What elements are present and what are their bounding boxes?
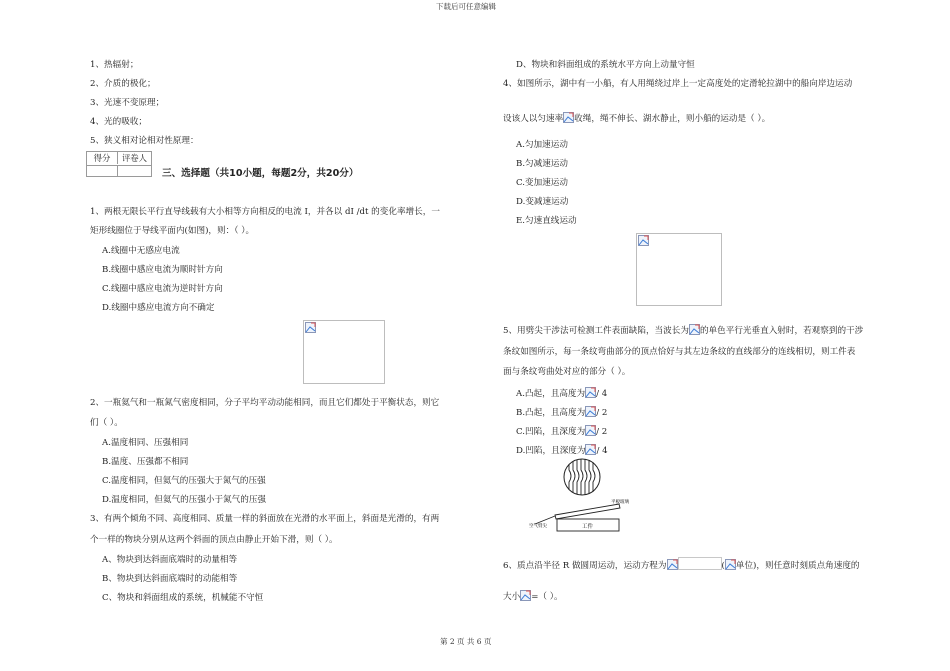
q5-option-a-text: A.凸起，且高度为 (516, 389, 586, 399)
broken-image-icon (638, 235, 649, 246)
q2-line1: 2、一瓶氦气和一瓶氮气密度相同，分子平均平动动能相同，而且它们都处于平衡状态，则它 (90, 398, 440, 408)
q5-line3: 面与条纹弯曲处对应的部分（ ）。 (503, 367, 631, 377)
q5-option-d-suffix: / 4 (596, 446, 608, 456)
q4-figure (636, 233, 722, 306)
broken-image-icon (585, 425, 596, 436)
q4-line2-a: 设该人以匀速率 (503, 114, 564, 124)
q1-figure (303, 320, 385, 384)
q6-line2 (503, 590, 563, 603)
q5-option-d (516, 444, 608, 457)
q2-line2: 们（ ）。 (90, 418, 123, 428)
section-title: 三、选择题（共10小题，每题2分，共20分） (162, 168, 359, 179)
q1-option-c: C.线圈中感应电流为逆时针方向 (102, 284, 223, 294)
broken-image-icon (689, 324, 700, 335)
broken-image-icon (585, 406, 596, 417)
label-workpiece: 工件 (582, 524, 594, 530)
broken-image-icon (305, 322, 316, 333)
q5-line2: 条纹如图所示，每一条纹弯曲部分的顶点恰好与其左边条纹的直线部分的连线相切，则工件表 (503, 347, 856, 357)
q3-option-d: D、物块和斜面组成的系统水平方向上动量守恒 (516, 60, 695, 70)
q1-line2: 矩形线圈位于导线平面内(如图)，则：（ ）。 (90, 226, 255, 236)
q3-option-c: C、物块和斜面组成的系统，机械能不守恒 (102, 593, 264, 603)
broken-image-icon (725, 559, 736, 570)
q5-option-c (516, 425, 607, 438)
q2-option-b: B.温度、压强都不相同 (102, 457, 189, 467)
q4-option-e: E.匀速直线运动 (516, 216, 577, 226)
term-1: 1、热辐射； (90, 60, 139, 70)
header-note: 下载后可任意编辑 (436, 2, 496, 11)
broken-image-icon (667, 559, 678, 570)
q4-option-a: A.匀加速运动 (516, 140, 568, 150)
q1-line1: 1、两根无限长平行直导线载有大小相等方向相反的电流 I，并各以 dI /dt 的变化率增长，一 (90, 207, 440, 217)
q5-option-c-suffix: / 2 (596, 427, 608, 437)
interference-figure (527, 458, 642, 534)
q4-option-b: B.匀减速运动 (516, 159, 569, 169)
q3-option-a: A、物块到达斜面底端时的动量相等 (102, 555, 238, 565)
q3-line2: 个一样的物块分别从这两个斜面的顶点由静止开始下滑，则（ ）。 (90, 535, 338, 545)
glass-plate (555, 504, 620, 519)
term-5: 5、狭义相对论相对性原理： (90, 136, 199, 146)
q6-line2-b: =（ ）。 (531, 592, 563, 602)
q5-option-b (516, 406, 607, 419)
q5-option-a (516, 387, 607, 400)
q1-option-b: B.线圈中感应电流为顺时针方向 (102, 265, 223, 275)
q2-option-a: A.温度相同、压强相同 (102, 438, 189, 448)
broken-image-icon (585, 387, 596, 398)
q4-option-c: C.变加速运动 (516, 178, 568, 188)
term-2: 2、介质的极化； (90, 79, 156, 89)
q6-line1-c: 单位)，则任意时刻质点角速度的 (735, 561, 860, 571)
q1-option-a: A.线圈中无感应电流 (102, 246, 180, 256)
grader-label: 评卷人 (121, 153, 148, 163)
score-label: 得分 (87, 152, 118, 164)
q4-option-d: D.变减速运动 (516, 197, 569, 207)
q5-option-b-suffix: / 2 (596, 408, 608, 418)
q6-line1-a: 6、质点沿半径 R 做圆周运动，运动方程为 (503, 561, 667, 571)
q5-line1-b: 的单色平行光垂直入射时，若观察到的干涉 (699, 326, 864, 336)
q2-option-c: C.温度相同，但氦气的压强大于氮气的压强 (102, 476, 266, 486)
q1-option-d: D.线圈中感应电流方向不确定 (102, 303, 215, 313)
q5-option-d-text: D.凹陷，且深度为 (516, 446, 586, 456)
q4-line2-b: 收绳，绳不伸长、湖水静止，则小船的运动是（ ）。 (574, 114, 771, 124)
score-table (86, 151, 152, 177)
q3-option-b: B、物块到达斜面底端时的动能相等 (102, 574, 238, 584)
q5-option-c-text: C.凹陷，且深度为 (516, 427, 586, 437)
broken-image-icon (563, 112, 574, 123)
page-number: 第 2 页 共 6 页 (440, 637, 492, 646)
q5-line1-a: 5、用劈尖干涉法可检测工件表面缺陷，当波长为 (503, 326, 689, 336)
q6-line1-b: ( (721, 561, 725, 571)
term-4: 4、光的吸收； (90, 117, 148, 127)
q5-option-a-suffix: / 4 (596, 389, 608, 399)
q2-option-d: D.温度相同，但氦气的压强小于氮气的压强 (102, 495, 267, 505)
label-flat-glass: 平板玻璃 (611, 500, 629, 505)
q3-line1: 3、有两个倾角不同、高度相同、质量一样的斜面放在光滑的水平面上，斜面是光滑的，有两 (90, 514, 440, 524)
broken-image-icon (585, 444, 596, 455)
q4-line2 (503, 112, 770, 125)
term-3: 3、光速不变原理； (90, 98, 165, 108)
broken-image-icon (520, 590, 531, 601)
equation-placeholder (678, 557, 722, 570)
q5-option-b-text: B.凸起，且高度为 (516, 408, 586, 418)
q6-line2-a: 大小 (503, 592, 521, 602)
q5-line1 (503, 324, 863, 337)
q4-line1: 4、如图所示，湖中有一小船，有人用绳绕过岸上一定高度处的定滑轮拉湖中的船向岸边运动 (503, 79, 853, 89)
label-air-wedge: 空气劈尖 (529, 524, 547, 529)
q6-line1 (503, 557, 860, 572)
